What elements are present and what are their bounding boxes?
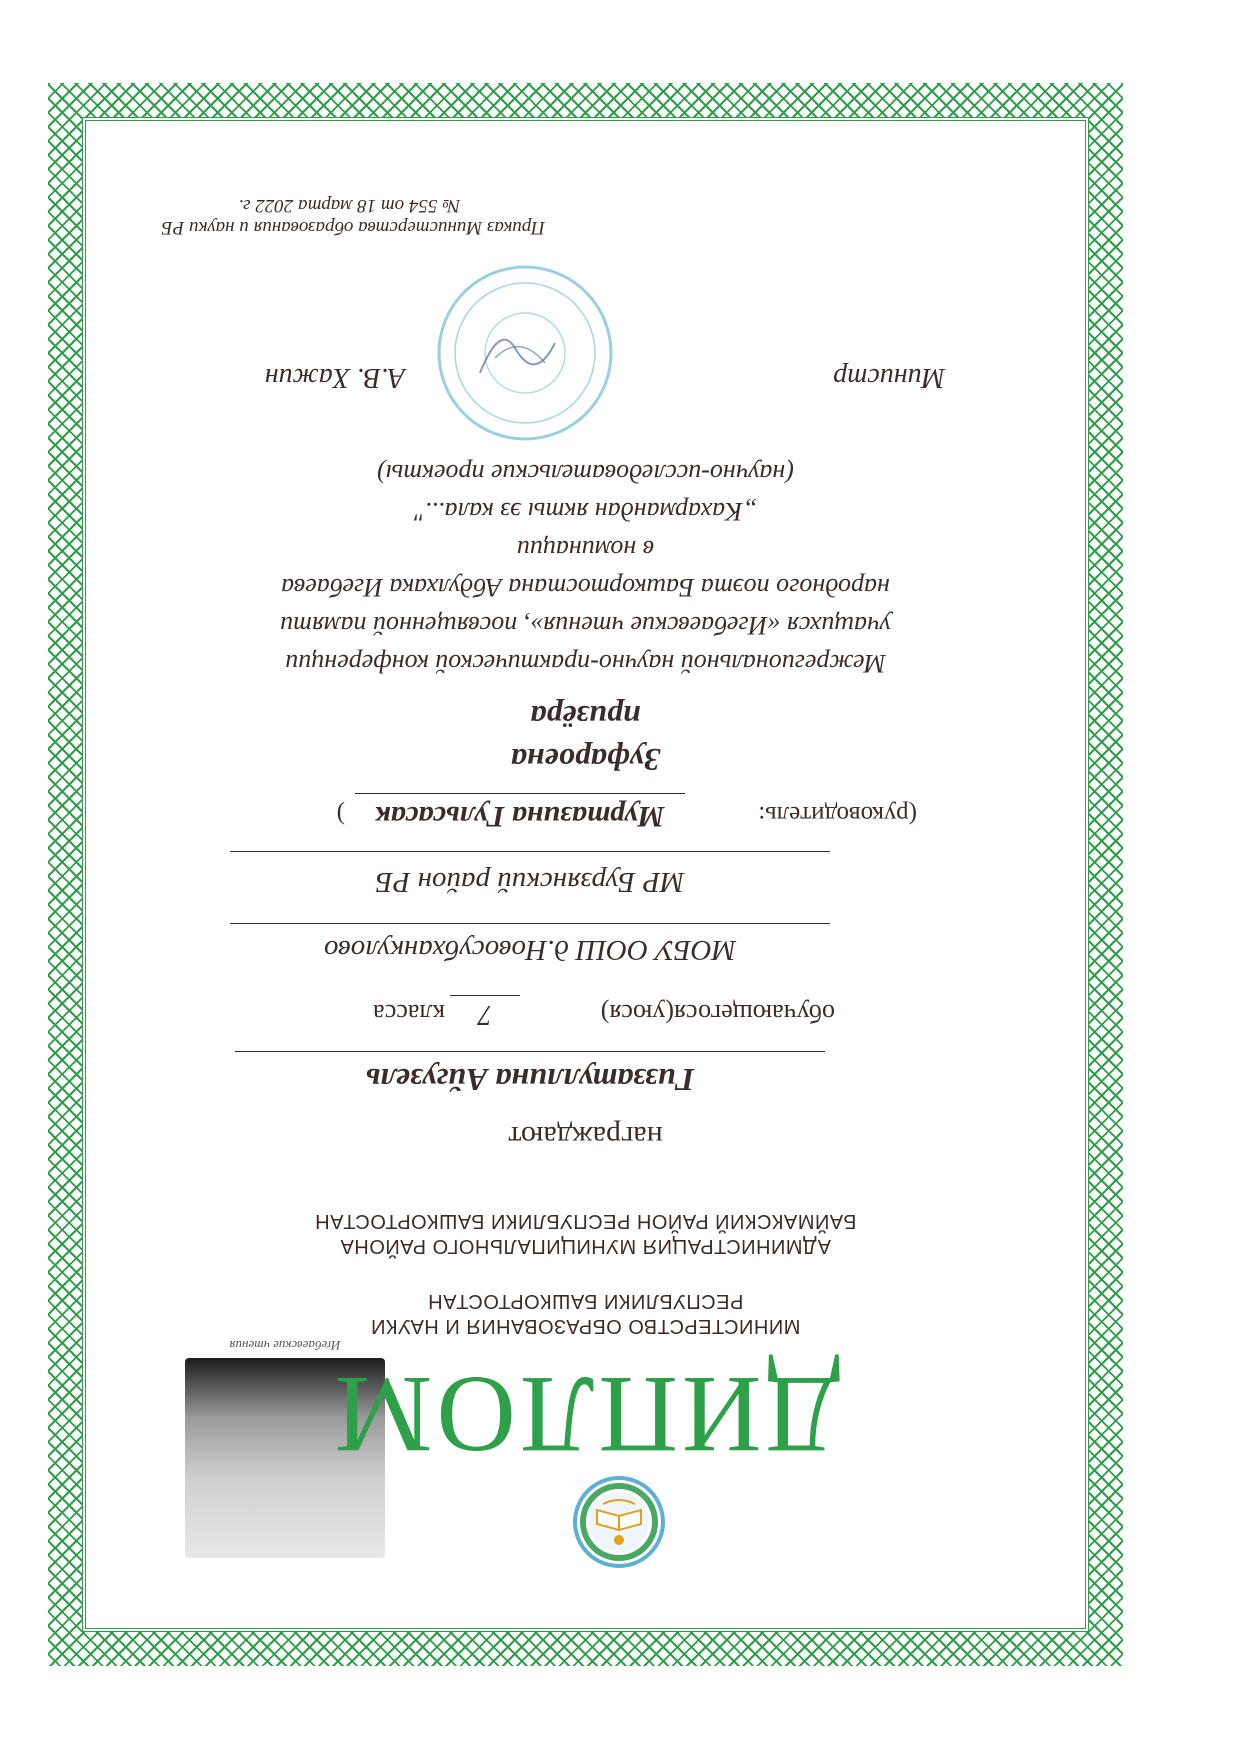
conference-line-3: народного поэта Башкортостана Абдулхака Игебаева <box>281 573 890 602</box>
prize-word: призёра <box>530 699 641 735</box>
official-seal-icon <box>435 263 615 443</box>
conference-nomination-type: (научно-исследовательские проекты) <box>377 459 794 488</box>
class-suffix: класса <box>372 999 445 1028</box>
order-reference-line-1: Приказ Министерства образования и науки РБ <box>161 217 545 238</box>
education-emblem-icon <box>573 1476 665 1568</box>
diploma-content <box>86 121 1085 1628</box>
conference-line-2: учащихся «Игебаевские чтения», посвященной памяти <box>280 611 891 640</box>
conference-line-1: Межрегиональной научно-практической конференции <box>285 649 886 678</box>
class-underline <box>450 995 520 996</box>
issuer-ministry-line-1: МИНИСТЕРСТВО ОБРАЗОВАНИЯ И НАУКИ <box>370 1315 801 1337</box>
minister-title: Министр <box>833 362 945 393</box>
issuer-administration-line-1: АДМИНИСТРАЦИЯ МУНИЦИПАЛЬНОГО РАЙОНА <box>339 1235 832 1257</box>
supervisor-prefix: (руководитель: <box>758 801 917 828</box>
school-underline <box>230 923 830 924</box>
diploma-title: ДИПЛОМ <box>330 1354 841 1476</box>
district-underline <box>230 851 830 852</box>
order-reference-line-2: № 554 от 18 марта 2022 г. <box>238 195 460 216</box>
class-number: 7 <box>478 999 492 1030</box>
supervisor-name: Муртазина Гульсасак <box>375 800 665 833</box>
supervisor-underline <box>355 793 685 794</box>
issuer-administration <box>86 1208 1085 1258</box>
minister-name: А.В. Хажин <box>264 362 405 393</box>
issuer-ministry-line-2: РЕСПУБЛИКИ БАШКОРТОСТАН <box>427 1290 744 1312</box>
class-prefix: обучающегося(уюся) <box>600 999 835 1028</box>
award-verb: награждают <box>508 1120 663 1153</box>
recipient-underline <box>235 1051 825 1052</box>
issuer-administration-line-2: БАЙМАКСКИЙ РАЙОН РЕСПУБЛИКИ БАШКОРТОСТАН <box>314 1210 857 1232</box>
school-name: МОБУ ООШ д.Новосубханкулово <box>323 934 737 966</box>
recipient-name: Гиззатуллина Айгузель <box>365 1062 695 1098</box>
portrait-caption: Иґебаевские чтения <box>229 1338 341 1353</box>
diploma-certificate <box>48 83 1123 1666</box>
conference-nomination-label: в номинации <box>516 535 655 564</box>
district-name: МР Бурзянский район РБ <box>375 866 685 898</box>
conference-nomination-name: „Кахармандан якты эз кала..." <box>414 497 757 526</box>
supervisor-suffix: ) <box>336 801 345 828</box>
issuer-ministry <box>86 1288 1085 1338</box>
prize-name: Зуфароена <box>510 742 661 778</box>
